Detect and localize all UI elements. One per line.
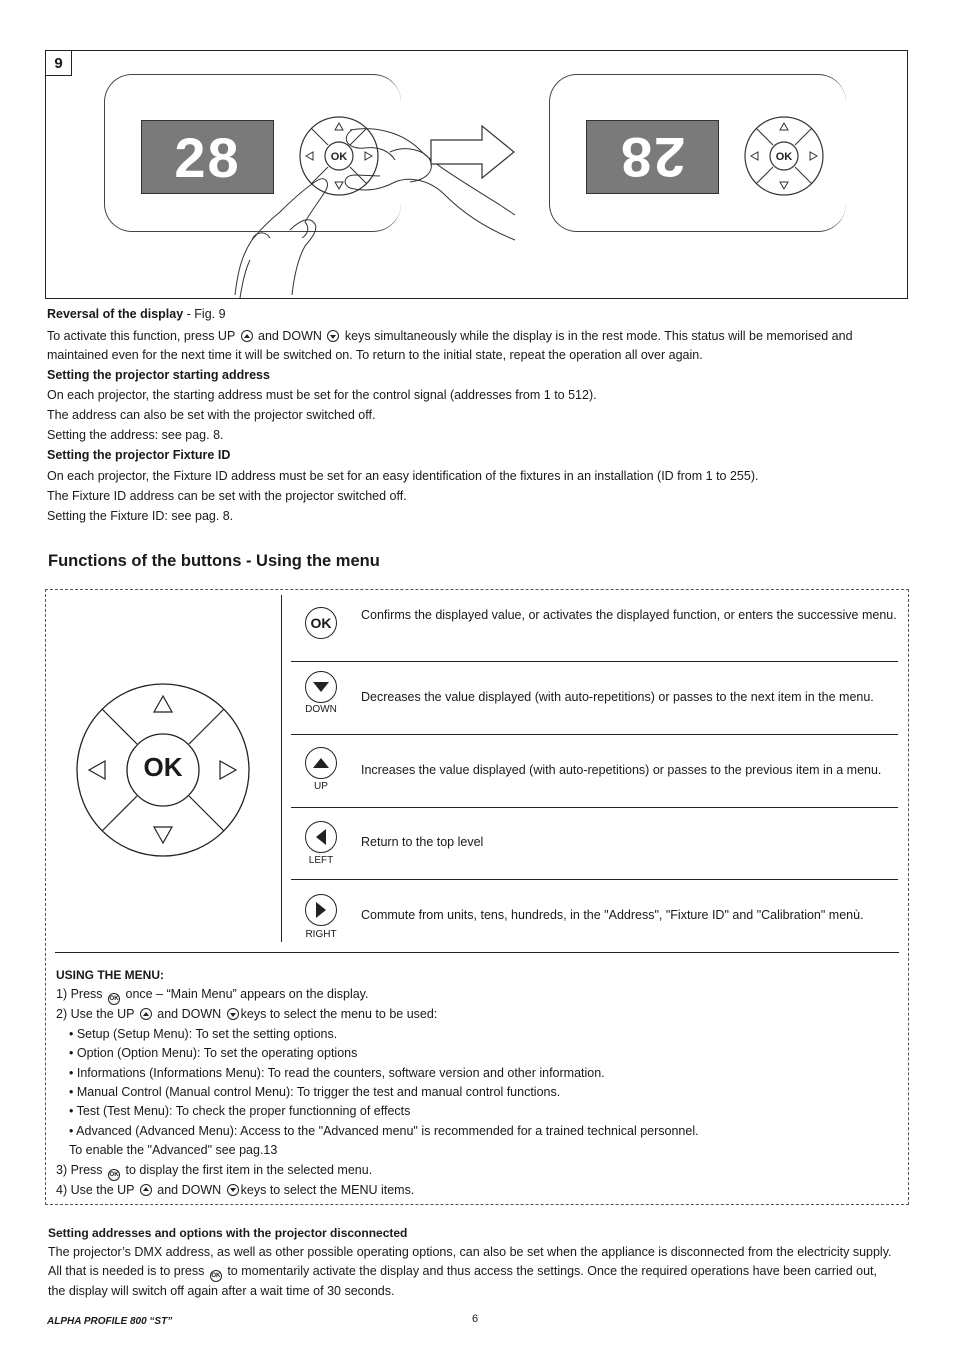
row-divider <box>291 734 898 735</box>
down-icon <box>305 671 337 703</box>
reversal-heading-line <box>47 305 909 325</box>
left-description: Return to the top level <box>361 835 484 849</box>
up-description: Increases the value displayed (with auto-repetitions) or passes to the previous item in a menu. <box>361 763 882 777</box>
menu-note: To enable the "Advanced" see pag.13 <box>69 1143 278 1158</box>
reversal-text: To activate this function, press UP <box>47 329 236 343</box>
display-value-reversed: 28 <box>619 125 686 189</box>
fixture-id-line: On each projector, the Fixture ID address must be set for an easy identification of the fixtures in an installation (ID from 1 to 255). <box>47 469 759 483</box>
right-icon <box>305 894 337 926</box>
up-key-icon <box>140 1184 152 1196</box>
menu-item: • Informations (Informations Menu): To read the counters, software version and other information. <box>69 1065 605 1080</box>
section-title: Functions of the buttons - Using the menu <box>48 552 380 570</box>
starting-address-line: The address can also be set with the projector switched off. <box>47 408 376 422</box>
step-1 <box>56 985 896 1005</box>
display-value: 28 <box>174 125 241 189</box>
footer-title: ALPHA PROFILE 800 “ST” <box>47 1316 173 1327</box>
column-divider <box>281 595 282 942</box>
down-key-icon <box>227 1184 239 1196</box>
step-text: keys to select the menu to be used: <box>240 1007 438 1022</box>
left-label: LEFT <box>308 855 334 866</box>
menu-divider <box>55 952 899 953</box>
up-key-icon <box>241 330 253 342</box>
big-ok-label: OK <box>143 752 183 782</box>
ok-key-icon: OK <box>210 1270 222 1282</box>
step-text: 4) Use the UP <box>56 1182 135 1197</box>
row-divider <box>291 661 898 662</box>
step-text: and DOWN <box>157 1007 222 1022</box>
disconnected-line-1: The projector’s DMX address, as well as other possible operating options, can also be set when the appliance is disconnected from the electricity supply. <box>48 1245 892 1259</box>
menu-item: • Manual Control (Manual control Menu): To trigger the test and manual control functions. <box>69 1085 561 1100</box>
disconnected-line-2 <box>48 1262 910 1282</box>
svg-text:OK: OK <box>775 151 793 163</box>
left-icon <box>305 821 337 853</box>
down-label: DOWN <box>305 704 337 715</box>
svg-text:OK: OK <box>330 151 348 163</box>
step-text: once – “Main Menu” appears on the display. <box>125 987 369 1002</box>
reversal-text: keys simultaneously while the display is in the rest mode. This status will be memorised and <box>344 329 853 343</box>
fixture-id-line: Setting the Fixture ID: see pag. 8. <box>47 509 234 523</box>
fixture-id-line: The Fixture ID address can be set with the projector switched off. <box>47 489 407 503</box>
ok-description: Confirms the displayed value, or activates the displayed function, or enters the successive menu. <box>361 608 897 622</box>
using-menu-heading: USING THE MENU: <box>56 968 164 982</box>
starting-address-heading: Setting the projector starting address <box>47 368 270 382</box>
row-divider <box>291 879 898 880</box>
menu-item: • Option (Option Menu): To set the operating options <box>69 1046 358 1061</box>
disconnected-text: All that is needed is to press <box>48 1264 205 1278</box>
reversal-text: and DOWN <box>258 329 322 343</box>
row-divider <box>291 807 898 808</box>
right-description: Commute from units, tens, hundreds, in the "Address", "Fixture ID" and "Calibration" menù. <box>361 908 864 922</box>
arrow-right-icon <box>430 124 516 180</box>
fig-ref: - Fig. 9 <box>183 307 226 321</box>
ok-icon: OK <box>305 607 337 639</box>
starting-address-line: On each projector, the starting address must be set for the control signal (addresses from 1 to 512). <box>47 388 597 402</box>
down-key-icon <box>327 330 339 342</box>
right-label: RIGHT <box>305 929 337 940</box>
disconnected-heading: Setting addresses and options with the projector disconnected <box>48 1226 408 1240</box>
down-description: Decreases the value displayed (with auto-repetitions) or passes to the next item in the menu. <box>361 690 874 704</box>
reversal-heading: Reversal of the display <box>47 307 184 321</box>
menu-item: • Setup (Setup Menu): To set the setting options. <box>69 1026 338 1041</box>
step-text: and DOWN <box>157 1182 222 1197</box>
step-4 <box>56 1181 896 1200</box>
reversal-line-1 <box>47 327 909 347</box>
down-key-icon <box>227 1008 239 1020</box>
disconnected-text: to momentarily activate the display and thus access the settings. Once the required operations have been carried out, <box>227 1264 877 1278</box>
step-text: 2) Use the UP <box>56 1007 135 1022</box>
step-3 <box>56 1161 896 1181</box>
up-key-icon <box>140 1008 152 1020</box>
menu-item: • Test (Test Menu): To check the proper functionning of effects <box>69 1104 411 1119</box>
display-reversed <box>586 120 719 194</box>
step-2 <box>56 1005 896 1024</box>
using-menu <box>56 966 896 1200</box>
fixture-id-heading: Setting the projector Fixture ID <box>47 448 231 462</box>
menu-item: • Advanced (Advanced Menu): Access to the "Advanced menu" is recommended for a trained technical personnel. <box>69 1123 699 1138</box>
keypad-right <box>743 115 825 197</box>
disconnected-line-3: the display will switch off again after a wait time of 30 seconds. <box>48 1284 395 1298</box>
figure-number: 9 <box>45 50 72 76</box>
starting-address-line: Setting the address: see pag. 8. <box>47 428 224 442</box>
ok-key-icon: OK <box>108 1169 120 1181</box>
step-text: keys to select the MENU items. <box>240 1182 415 1197</box>
step-text: to display the first item in the selected menu. <box>125 1162 373 1177</box>
ok-key-icon: OK <box>108 993 120 1005</box>
up-label: UP <box>314 781 328 792</box>
page-number: 6 <box>472 1313 479 1325</box>
reversal-line-2: maintained even for the next time it will be switched on. To return to the initial state, repeat the operation all over again. <box>47 348 703 362</box>
step-text: 1) Press <box>56 987 103 1002</box>
step-text: 3) Press <box>56 1162 103 1177</box>
up-icon <box>305 747 337 779</box>
